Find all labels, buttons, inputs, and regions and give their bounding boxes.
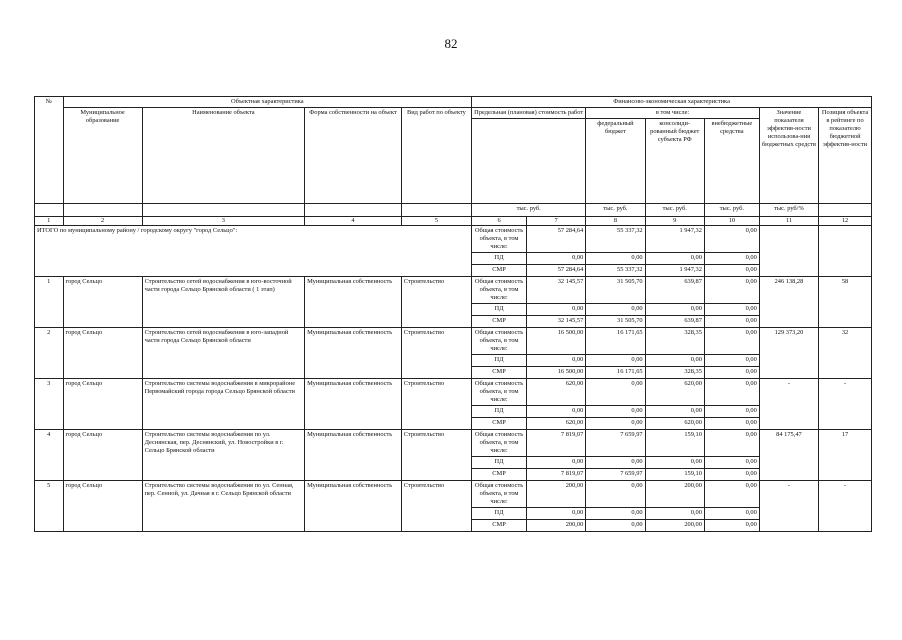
cost-value: 0,00 <box>704 304 759 316</box>
cost-value: 0,00 <box>704 418 759 430</box>
municipality-cell: город Сельцо <box>63 481 142 532</box>
unit-cost: тыс. руб. <box>472 204 586 217</box>
cost-value: 620,00 <box>527 418 586 430</box>
page-number: 82 <box>444 36 458 51</box>
cost-value: 0,00 <box>704 316 759 328</box>
cost-value: 0,00 <box>645 457 704 469</box>
work-type-cell: Строительство <box>401 430 471 481</box>
ownership-cell: Муниципальная собственность <box>305 481 402 532</box>
header-incl: в том числе: <box>586 108 760 119</box>
cost-value: 32 145,57 <box>527 316 586 328</box>
units-spacer <box>819 204 872 217</box>
column-number: 11 <box>759 217 818 226</box>
ownership-cell: Муниципальная собственность <box>305 430 402 481</box>
header-cost: Предельная (плановая) стоимость работ <box>472 108 586 119</box>
object-name-cell: Строительство системы водоснабжения в микрорайоне Первомайский города города Сельцо Брянской области <box>142 379 305 430</box>
cost-value: 16 500,00 <box>527 367 586 379</box>
total-rating <box>819 226 872 277</box>
cost-value: 0,00 <box>586 418 645 430</box>
cost-value: 0,00 <box>704 508 759 520</box>
header-no: № <box>35 97 64 204</box>
total-efficiency <box>759 226 818 277</box>
cost-value: 7 819,07 <box>527 430 586 457</box>
cost-value: 0,00 <box>704 520 759 532</box>
rating-cell: 32 <box>819 328 872 379</box>
efficiency-cell: 129 373,20 <box>759 328 818 379</box>
cost-value: 0,00 <box>527 304 586 316</box>
smr-label: СМР <box>472 367 527 379</box>
cost-value: 0,00 <box>704 481 759 508</box>
header-cost-space <box>472 119 586 204</box>
unit-consolidated: тыс. руб. <box>645 204 704 217</box>
ownership-cell: Муниципальная собственность <box>305 379 402 430</box>
cost-value: 0,00 <box>527 253 586 265</box>
smr-label: СМР <box>472 265 527 277</box>
total-cost-label: Общая стоимость объекта, в том числе: <box>472 328 527 355</box>
units-spacer <box>63 204 142 217</box>
smr-label: СМР <box>472 469 527 481</box>
pd-label: ПД <box>472 253 527 265</box>
cost-value: 0,00 <box>704 469 759 481</box>
total-cost-label: Общая стоимость объекта, в том числе: <box>472 379 527 406</box>
column-number: 9 <box>645 217 704 226</box>
total-row-title: ИТОГО по муниципальному району / городскому округу "город Сельцо": <box>35 226 472 277</box>
cost-value: 31 505,70 <box>586 316 645 328</box>
cost-value: 0,00 <box>527 457 586 469</box>
cost-value: 7 659,97 <box>586 430 645 457</box>
object-name-cell: Строительство сетей водоснабжения в юго-западной части города Сельцо Брянской области <box>142 328 305 379</box>
cost-value: 16 171,65 <box>586 328 645 355</box>
header-extrabudget: внебюджетные средства <box>704 119 759 204</box>
row-number: 1 <box>35 277 64 328</box>
header-object-name: Наименование объекта <box>142 108 305 204</box>
units-spacer <box>305 204 402 217</box>
pd-label: ПД <box>472 457 527 469</box>
cost-value: 200,00 <box>645 481 704 508</box>
column-number: 4 <box>305 217 402 226</box>
cost-value: 32 145,57 <box>527 277 586 304</box>
cost-value: 159,10 <box>645 469 704 481</box>
cost-value: 16 500,00 <box>527 328 586 355</box>
cost-value: 328,35 <box>645 367 704 379</box>
total-cost-label: Общая стоимость объекта, в том числе: <box>472 430 527 457</box>
unit-efficiency: тыс. руб/% <box>759 204 818 217</box>
column-number: 6 <box>472 217 527 226</box>
unit-extrabudget: тыс. руб. <box>704 204 759 217</box>
smr-label: СМР <box>472 316 527 328</box>
total-cost-label: Общая стоимость объекта, в том числе: <box>472 226 527 253</box>
cost-value: 0,00 <box>704 379 759 406</box>
row-number: 4 <box>35 430 64 481</box>
municipality-cell: город Сельцо <box>63 328 142 379</box>
efficiency-cell: - <box>759 379 818 430</box>
header-municipality: Муниципальное образование <box>63 108 142 204</box>
municipality-cell: город Сельцо <box>63 379 142 430</box>
header-object-group: Объектная характеристика <box>63 97 472 108</box>
pd-label: ПД <box>472 355 527 367</box>
cost-value: 0,00 <box>645 508 704 520</box>
cost-value: 0,00 <box>645 406 704 418</box>
cost-value: 57 284,64 <box>527 226 586 253</box>
cost-value: 0,00 <box>704 277 759 304</box>
cost-value: 0,00 <box>704 367 759 379</box>
cost-value: 0,00 <box>704 226 759 253</box>
cost-value: 0,00 <box>704 457 759 469</box>
units-spacer <box>142 204 305 217</box>
cost-value: 7 659,97 <box>586 469 645 481</box>
cost-value: 0,00 <box>704 328 759 355</box>
column-number: 3 <box>142 217 305 226</box>
work-type-cell: Строительство <box>401 328 471 379</box>
row-number: 5 <box>35 481 64 532</box>
cost-value: 0,00 <box>704 265 759 277</box>
work-type-cell: Строительство <box>401 379 471 430</box>
header-work-type: Вид работ по объекту <box>401 108 471 204</box>
cost-value: 55 337,32 <box>586 226 645 253</box>
cost-value: 55 337,32 <box>586 265 645 277</box>
cost-value: 0,00 <box>586 253 645 265</box>
cost-value: 0,00 <box>704 355 759 367</box>
cost-value: 0,00 <box>645 253 704 265</box>
rating-cell: - <box>819 379 872 430</box>
rating-cell: 17 <box>819 430 872 481</box>
header-federal: федеральный бюджет <box>586 119 645 204</box>
object-name-cell: Строительство системы водоснабжения по ул. Сенная, пер. Сенной, ул. Дачная в г. Сельцо Брянской области <box>142 481 305 532</box>
cost-value: 16 171,65 <box>586 367 645 379</box>
work-type-cell: Строительство <box>401 277 471 328</box>
cost-value: 0,00 <box>586 406 645 418</box>
cost-value: 0,00 <box>586 457 645 469</box>
cost-value: 0,00 <box>704 406 759 418</box>
header-consolidated: консолиди-рованный бюджет субъекта РФ <box>645 119 704 204</box>
cost-value: 0,00 <box>586 355 645 367</box>
cost-value: 31 505,70 <box>586 277 645 304</box>
cost-value: 620,00 <box>645 418 704 430</box>
row-number: 2 <box>35 328 64 379</box>
cost-value: 0,00 <box>527 406 586 418</box>
cost-value: 328,35 <box>645 328 704 355</box>
column-number: 8 <box>586 217 645 226</box>
cost-value: 0,00 <box>704 253 759 265</box>
investment-table <box>34 96 872 532</box>
cost-value: 200,00 <box>645 520 704 532</box>
object-name-cell: Строительство системы водоснабжения по ул. Деснянская, пер. Деснянский, ул. Новостройки в г. Сельцо Брянской области <box>142 430 305 481</box>
cost-value: 0,00 <box>645 304 704 316</box>
unit-federal: тыс. руб. <box>586 204 645 217</box>
cost-value: 200,00 <box>527 481 586 508</box>
row-number: 3 <box>35 379 64 430</box>
efficiency-cell: - <box>759 481 818 532</box>
cost-value: 0,00 <box>586 481 645 508</box>
units-spacer <box>401 204 471 217</box>
column-number: 10 <box>704 217 759 226</box>
header-rating: Позиция объекта в рейтинге по показателю бюджетной эффектив-ности <box>819 108 872 204</box>
cost-value: 1 947,32 <box>645 226 704 253</box>
column-number: 5 <box>401 217 471 226</box>
cost-value: 0,00 <box>527 355 586 367</box>
smr-label: СМР <box>472 418 527 430</box>
total-cost-label: Общая стоимость объекта, в том числе: <box>472 277 527 304</box>
efficiency-cell: 84 175,47 <box>759 430 818 481</box>
cost-value: 1 947,32 <box>645 265 704 277</box>
cost-value: 620,00 <box>645 379 704 406</box>
cost-value: 620,00 <box>527 379 586 406</box>
ownership-cell: Муниципальная собственность <box>305 277 402 328</box>
rating-cell: - <box>819 481 872 532</box>
efficiency-cell: 246 138,28 <box>759 277 818 328</box>
smr-label: СМР <box>472 520 527 532</box>
ownership-cell: Муниципальная собственность <box>305 328 402 379</box>
pd-label: ПД <box>472 508 527 520</box>
work-type-cell: Строительство <box>401 481 471 532</box>
pd-label: ПД <box>472 304 527 316</box>
total-cost-label: Общая стоимость объекта, в том числе: <box>472 481 527 508</box>
cost-value: 7 819,07 <box>527 469 586 481</box>
pd-label: ПД <box>472 406 527 418</box>
cost-value: 0,00 <box>645 355 704 367</box>
column-number: 2 <box>63 217 142 226</box>
rating-cell: 58 <box>819 277 872 328</box>
cost-value: 159,10 <box>645 430 704 457</box>
municipality-cell: город Сельцо <box>63 430 142 481</box>
cost-value: 0,00 <box>586 520 645 532</box>
units-spacer <box>35 204 64 217</box>
cost-value: 639,87 <box>645 277 704 304</box>
header-ownership: Форма собственности на объект <box>305 108 402 204</box>
header-efficiency: Значение показателя эффектив-ности использова-ния бюджетных средств <box>759 108 818 204</box>
cost-value: 57 284,64 <box>527 265 586 277</box>
cost-value: 200,00 <box>527 520 586 532</box>
cost-value: 0,00 <box>586 508 645 520</box>
cost-value: 0,00 <box>527 508 586 520</box>
municipality-cell: город Сельцо <box>63 277 142 328</box>
header-finance-group: Финансово-экономическая характеристика <box>472 97 872 108</box>
cost-value: 0,00 <box>704 430 759 457</box>
cost-value: 639,87 <box>645 316 704 328</box>
object-name-cell: Строительство сетей водоснабжения в юго-восточной части города Сельцо Брянской области ( 1 этап) <box>142 277 305 328</box>
cost-value: 0,00 <box>586 304 645 316</box>
column-number: 1 <box>35 217 64 226</box>
column-number: 12 <box>819 217 872 226</box>
column-number: 7 <box>527 217 586 226</box>
cost-value: 0,00 <box>586 379 645 406</box>
